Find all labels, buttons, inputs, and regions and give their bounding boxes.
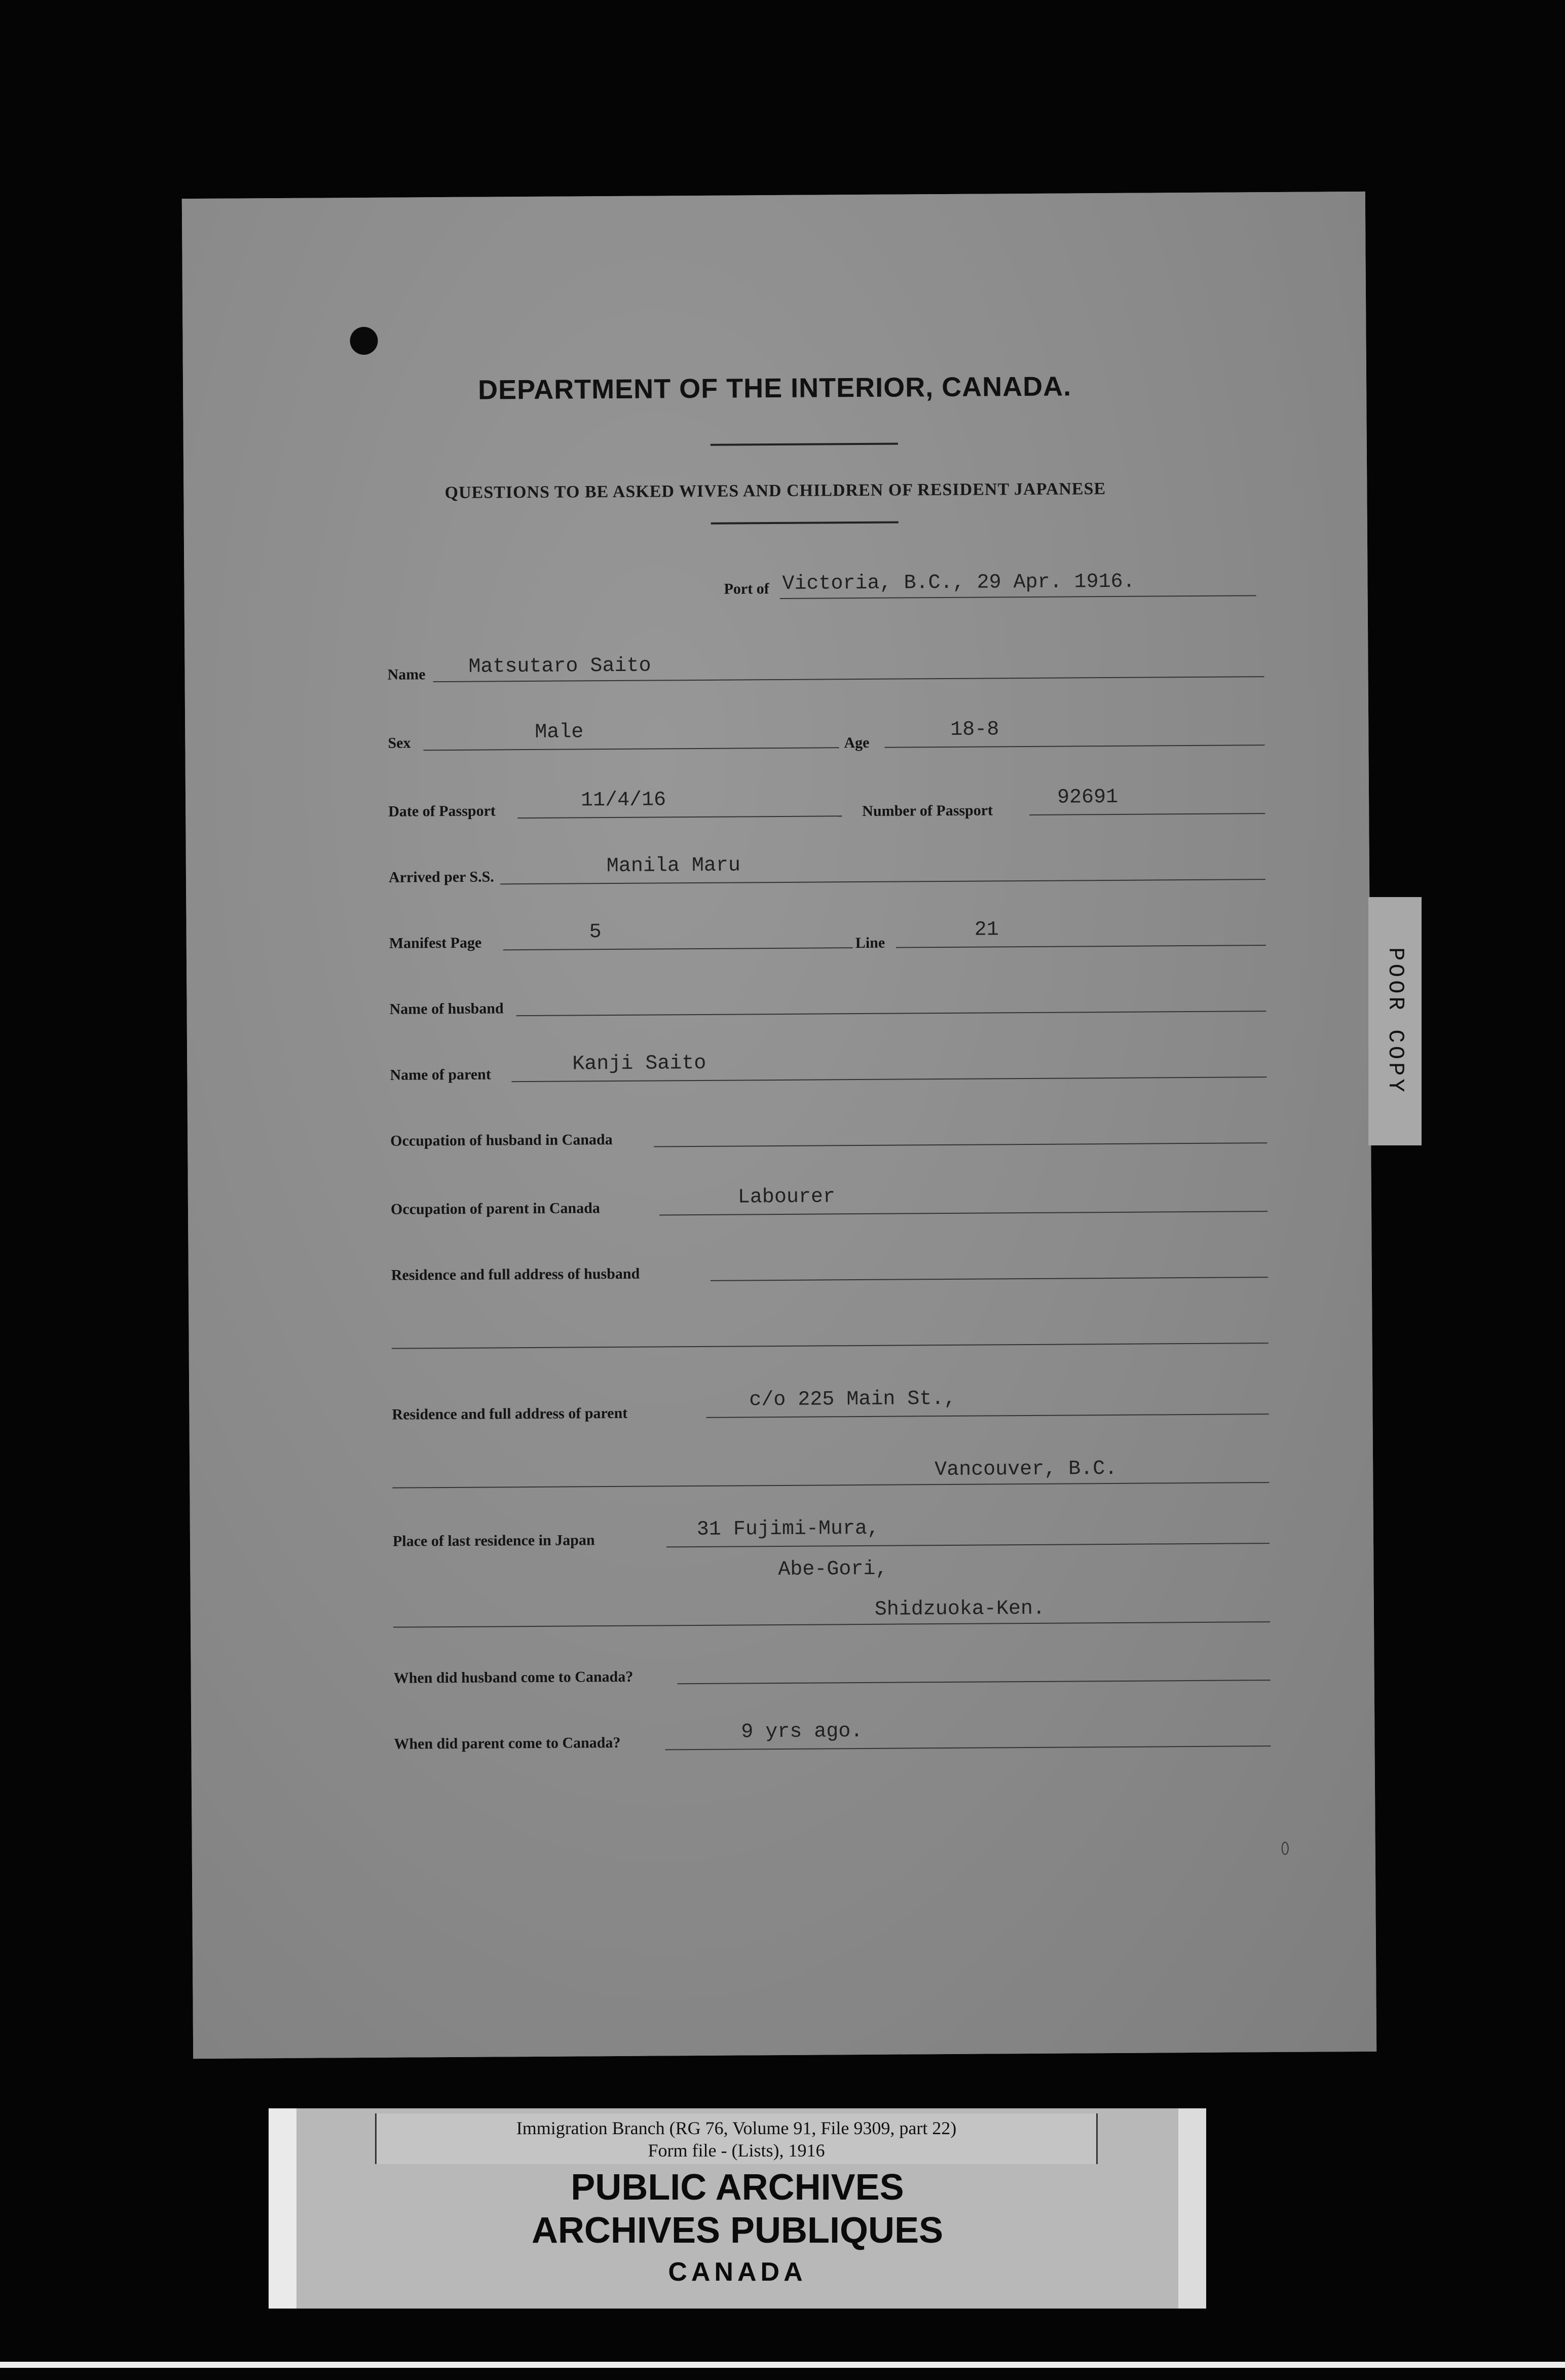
reference-line-1: Immigration Branch (RG 76, Volume 91, File 9309, part 22) bbox=[516, 2118, 957, 2138]
title-rule bbox=[711, 443, 898, 446]
passport-number-label: Number of Passport bbox=[862, 802, 993, 820]
parent-occupation-label: Occupation of parent in Canada bbox=[390, 1200, 600, 1218]
punch-hole bbox=[350, 327, 378, 355]
japan-residence-line-1 bbox=[666, 1543, 1270, 1547]
parent-arrival-value: 9 yrs ago. bbox=[741, 1720, 863, 1744]
parent-name-value: Kanji Saito bbox=[572, 1052, 706, 1076]
port-value: Victoria, B.C., 29 Apr. 1916. bbox=[782, 570, 1135, 596]
husband-arrival-label: When did husband come to Canada? bbox=[393, 1668, 634, 1687]
husband-residence-line-1 bbox=[711, 1277, 1268, 1281]
form-subtitle: QUESTIONS TO BE ASKED WIVES AND CHILDREN OF RESIDENT JAPANESE bbox=[444, 479, 1106, 503]
japan-residence-value-2: Abe-Gori, bbox=[778, 1557, 888, 1582]
parent-residence-line-2 bbox=[392, 1482, 1269, 1489]
archive-stamp bbox=[269, 2108, 1206, 2309]
sex-line bbox=[423, 747, 839, 751]
parent-arrival-line bbox=[665, 1745, 1271, 1750]
archives-french: ARCHIVES PUBLIQUES bbox=[531, 2210, 944, 2251]
line-label: Line bbox=[855, 934, 885, 952]
husband-occupation-line bbox=[654, 1142, 1267, 1147]
japan-residence-label: Place of last residence in Japan bbox=[392, 1532, 595, 1550]
arrived-line bbox=[500, 879, 1265, 884]
husband-arrival-line bbox=[678, 1680, 1271, 1684]
parent-residence-label: Residence and full address of parent bbox=[392, 1404, 628, 1423]
parent-occupation-value: Labourer bbox=[737, 1185, 836, 1209]
parent-arrival-label: When did parent come to Canada? bbox=[394, 1734, 621, 1753]
japan-residence-value-3: Shidzuoka-Ken. bbox=[874, 1597, 1046, 1621]
poor-copy-tag bbox=[1368, 897, 1422, 1145]
archives-country: CANADA bbox=[668, 2257, 807, 2287]
passport-date-line bbox=[517, 815, 842, 819]
parent-residence-value-2: Vancouver, B.C. bbox=[935, 1457, 1117, 1482]
husband-name-label: Name of husband bbox=[389, 1000, 504, 1018]
port-label: Port of bbox=[724, 580, 769, 598]
film-edge bbox=[0, 2362, 1565, 2368]
husband-name-line bbox=[516, 1011, 1266, 1016]
parent-occupation-line bbox=[659, 1211, 1268, 1215]
parent-residence-value-1: c/o 225 Main St., bbox=[749, 1387, 956, 1412]
parent-name-line bbox=[511, 1076, 1266, 1082]
age-value: 18-8 bbox=[950, 718, 999, 741]
manifest-page-line bbox=[503, 947, 853, 950]
japan-residence-value-1: 31 Fujimi-Mura, bbox=[696, 1517, 880, 1542]
subtitle-rule bbox=[711, 522, 899, 525]
department-title: DEPARTMENT OF THE INTERIOR, CANADA. bbox=[477, 371, 1072, 405]
passport-number-value: 92691 bbox=[1057, 786, 1119, 809]
age-line bbox=[884, 745, 1264, 748]
reference-box bbox=[375, 2113, 1098, 2164]
japan-residence-line-2 bbox=[393, 1621, 1270, 1628]
passport-number-line bbox=[1029, 813, 1265, 815]
name-label: Name bbox=[387, 666, 426, 683]
port-line bbox=[780, 595, 1256, 599]
document-page bbox=[182, 192, 1376, 2059]
arrived-label: Arrived per S.S. bbox=[388, 868, 494, 886]
passport-date-value: 11/4/16 bbox=[580, 789, 666, 812]
manifest-page-label: Manifest Page bbox=[389, 934, 482, 952]
passport-date-label: Date of Passport bbox=[388, 802, 496, 820]
line-value: 21 bbox=[974, 918, 999, 942]
line-number-line bbox=[896, 945, 1266, 948]
husband-residence-line-2 bbox=[392, 1343, 1269, 1349]
archives-english: PUBLIC ARCHIVES bbox=[571, 2167, 904, 2208]
ink-mark bbox=[1282, 1842, 1289, 1855]
parent-residence-line-1 bbox=[706, 1414, 1269, 1418]
reference-line-2: Form file - (Lists), 1916 bbox=[648, 2140, 825, 2161]
poor-copy-label: POOR COPY bbox=[1382, 947, 1408, 1095]
manifest-page-value: 5 bbox=[589, 921, 602, 944]
arrived-value: Manila Maru bbox=[606, 854, 741, 878]
name-value: Matsutaro Saito bbox=[468, 654, 651, 679]
parent-name-label: Name of parent bbox=[390, 1066, 491, 1084]
sex-value: Male bbox=[535, 721, 584, 744]
husband-residence-label: Residence and full address of husband bbox=[391, 1265, 640, 1284]
husband-occupation-label: Occupation of husband in Canada bbox=[390, 1131, 613, 1149]
sex-label: Sex bbox=[388, 734, 411, 752]
age-label: Age bbox=[844, 734, 870, 752]
